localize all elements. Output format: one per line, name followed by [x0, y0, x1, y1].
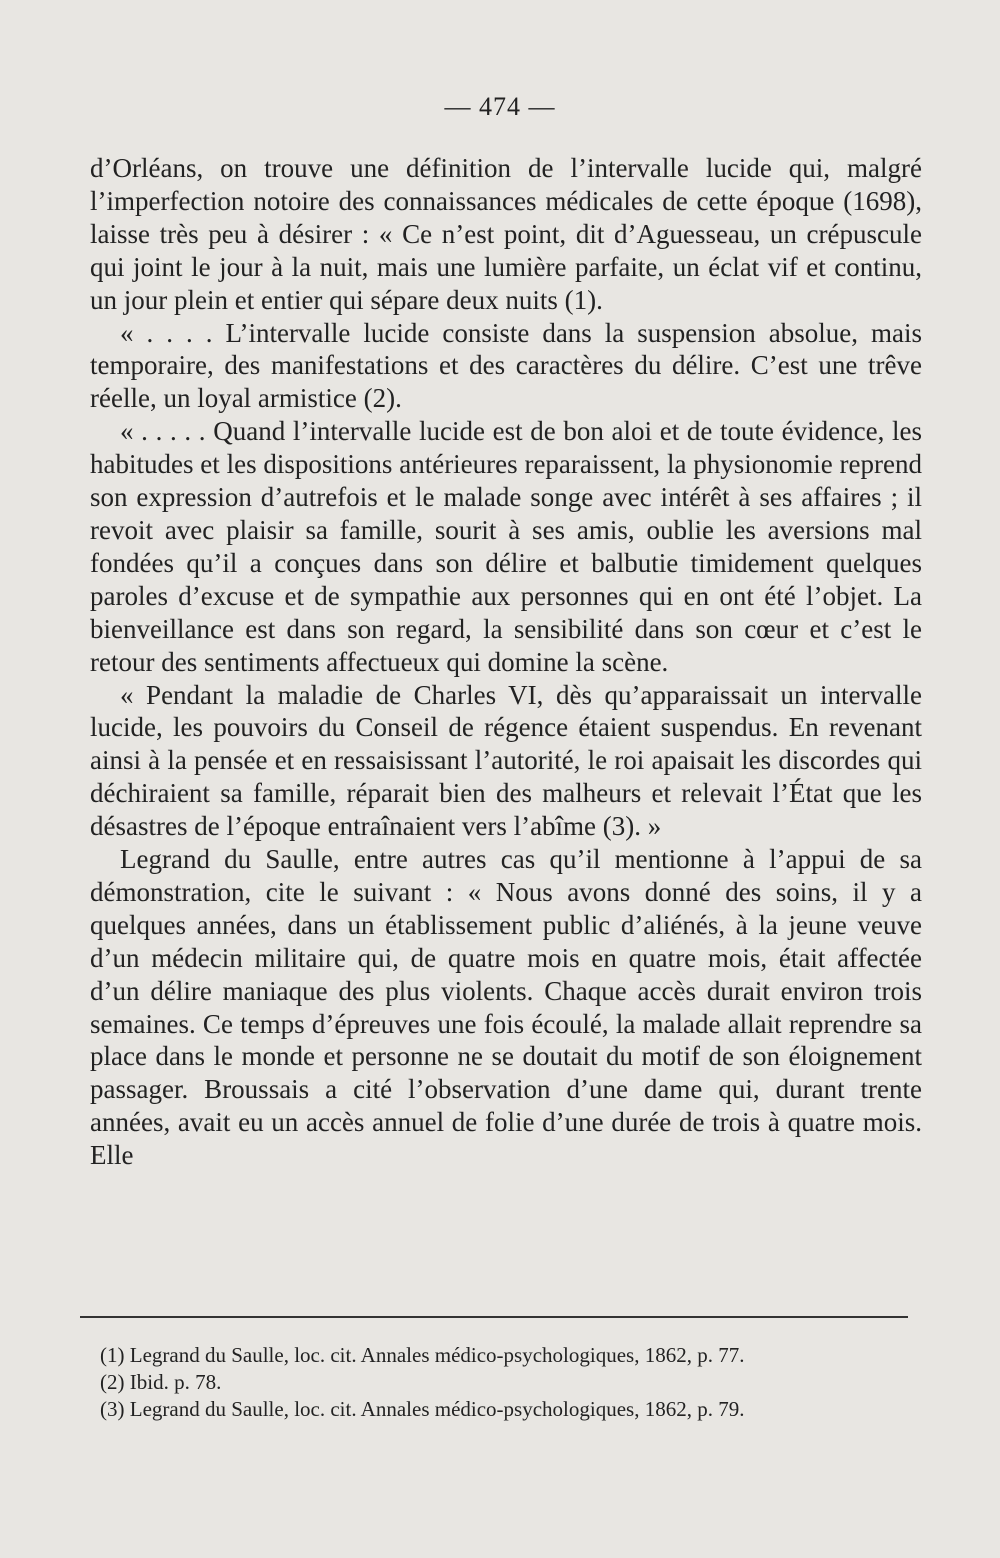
footnote-1: (1) Legrand du Saulle, loc. cit. Annales médico-psychologiques, 1862, p. 77. [100, 1343, 745, 1367]
footnote-3: (3) Legrand du Saulle, loc. cit. Annales médico-psychologiques, 1862, p. 79. [100, 1397, 745, 1421]
paragraph-1: d’Orléans, on trouve une définition de l’intervalle lucide qui, malgré l’imperfection notoire des connaissances médicales de cette époque (1698), laisse très peu à désirer : « Ce n’est point, dit d’Aguesseau, un crépuscule qui joint le jour à la nuit, mais une lumière parfaite, un éclat vif et continu, un jour plein et entier qui sépare deux nuits (1). [90, 153, 922, 315]
footnote-divider [80, 1316, 908, 1318]
paragraph-3: « . . . . . Quand l’intervalle lucide est de bon aloi et de toute évidence, les habitudes et les dispositions antérieures reparaissent, la physionomie reprend son expression d’autrefois et le malade songe avec intérêt à ses affaires ; il revoit avec plaisir sa famille, sourit à ses amis, oublie les aversions mal fondées qu’il a conçues dans son délire et balbutie timidement quelques paroles d’excuse et de sympathie aux personnes qui en ont été l’objet. La bienveillance est dans son regard, la sensibilité dans son cœur et c’est le retour des sentiments affectueux qui domine la scène. [90, 416, 922, 677]
paragraph-4: « Pendant la maladie de Charles VI, dès qu’apparaissait un intervalle lucide, les pouvoirs du Conseil de régence étaient suspendus. En revenant ainsi à la pensée et en ressaisissant l’autorité, le roi apaisait les discordes qui déchiraient sa famille, réparait bien des malheurs et relevait l’État que les désastres de l’époque entraînaient vers l’abîme (3). » [90, 679, 922, 842]
footnote-2: (2) Ibid. p. 78. [100, 1370, 222, 1394]
paragraph-2: « . . . . L’intervalle lucide consiste dans la suspension absolue, mais temporaire, des manifestations et des caractères du délire. C’est une trêve réelle, un loyal armistice (2). [90, 317, 922, 414]
page-number: — 474 — [444, 92, 556, 121]
main-text [90, 152, 922, 1172]
footnotes [100, 1342, 930, 1423]
paragraph-5: Legrand du Saulle, entre autres cas qu’il mentionne à l’appui de sa démonstration, cite le suivant : « Nous avons donné des soins, il y a quelques années, dans un établissement public d’aliénés, à la jeune veuve d’un médecin militaire qui, de quatre mois en quatre mois, était affectée d’un délire maniaque des plus violents. Chaque accès durait environ trois semaines. Ce temps d’épreuves une fois écoulé, la malade allait reprendre sa place dans le monde et personne ne se doutait du motif de son éloignement passager. Broussais a cité l’observation d’une dame qui, durant trente années, avait eu un accès annuel de folie d’une durée de trois à quatre mois. Elle [90, 844, 922, 1171]
